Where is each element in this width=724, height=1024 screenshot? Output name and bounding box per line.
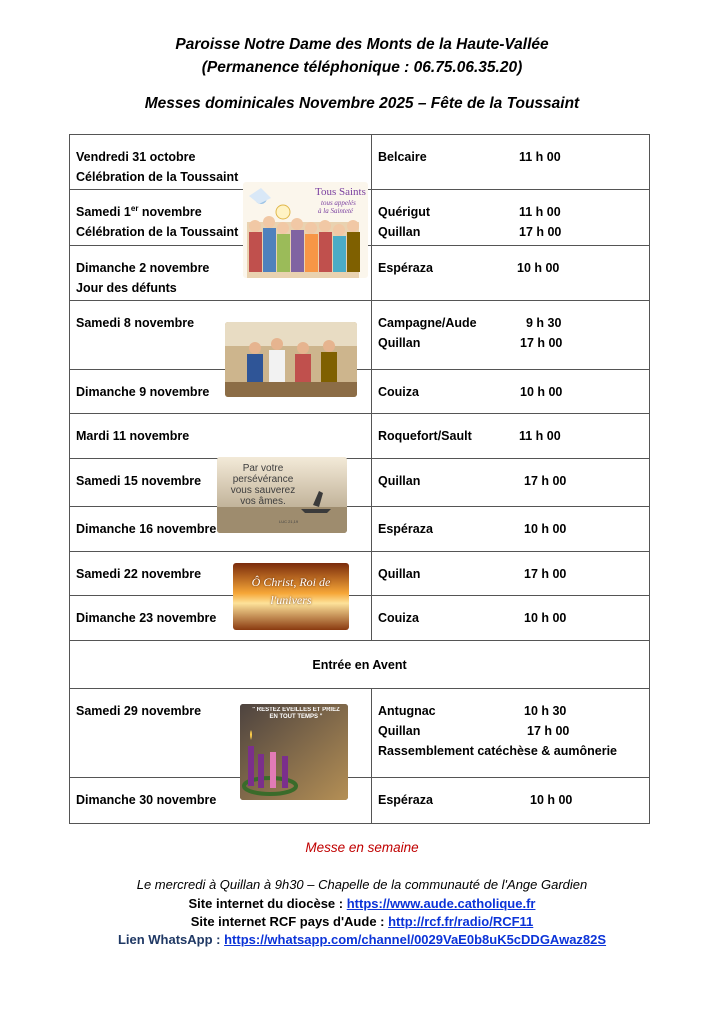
table-row — [70, 596, 650, 641]
table-row — [70, 414, 650, 459]
day-label: Samedi 29 novembre — [76, 704, 202, 718]
day-note: Célébration de la Toussaint — [76, 170, 239, 184]
extra-note: Rassemblement catéchèse & aumônerie — [378, 744, 617, 758]
avent-image — [240, 704, 348, 800]
avent-heading: Entrée en Avent — [312, 657, 407, 672]
place: Espéraza — [378, 522, 433, 536]
time: 10 h 30 — [524, 704, 567, 718]
time: 11 h 00 — [519, 150, 561, 164]
whatsapp-link[interactable]: https://whatsapp.com/channel/0029VaE0b8uK5cDDGAwaz82S — [224, 932, 607, 947]
day-label: Dimanche 16 novembre — [76, 522, 217, 536]
gospel-painting-image — [225, 322, 357, 397]
perseverance-image — [217, 457, 347, 533]
time: 11 h 00 — [519, 429, 561, 443]
diocese-label: Site internet du diocèse : — [188, 896, 347, 911]
day-label: Mardi 11 novembre — [76, 429, 190, 443]
diocese-website — [0, 896, 724, 911]
rcf-website — [0, 914, 724, 929]
day-label: Dimanche 9 novembre — [76, 385, 210, 399]
toussaint-image — [243, 182, 368, 278]
page-title: Messes dominicales Novembre 2025 – Fête de la Toussaint — [144, 95, 580, 112]
place: Quillan — [378, 567, 421, 581]
time: 17 h 00 — [524, 474, 567, 488]
christ-roi-text: Ô Christ, Roi de l'univers — [251, 575, 331, 607]
time: 17 h 00 — [524, 567, 567, 581]
day-label: Vendredi 31 octobre — [76, 150, 196, 164]
diocese-link[interactable]: https://www.aude.catholique.fr — [346, 896, 536, 911]
time: 11 h 00 — [519, 205, 561, 219]
christ-roi-image — [233, 563, 349, 630]
toussaint-title: Tous Saints — [315, 186, 366, 198]
time: 17 h 00 — [520, 336, 563, 350]
place: Couiza — [378, 611, 419, 625]
toussaint-sub1: tous appelés — [321, 199, 356, 207]
rcf-link[interactable]: http://rcf.fr/radio/RCF11 — [388, 914, 534, 929]
day-label: Samedi 22 novembre — [76, 567, 202, 581]
table-row — [70, 641, 650, 689]
place: Antugnac — [378, 704, 436, 718]
toussaint-sub2: à la Sainteté — [318, 207, 353, 215]
parish-title: Paroisse Notre Dame des Monts de la Haute-Vallée — [175, 36, 549, 53]
place: Quillan — [378, 474, 421, 488]
day-label: Dimanche 2 novembre — [76, 261, 210, 275]
place: Quillan — [378, 724, 421, 738]
day-label: Samedi 15 novembre — [76, 474, 202, 488]
perseverance-quote: Par votre persévérance vous sauverez vos âmes. — [230, 463, 296, 507]
day-label: Dimanche 23 novembre — [76, 611, 217, 625]
avent-quote: " RESTEZ ÉVEILLÉS ET PRIEZ EN TOUT TEMPS " — [252, 707, 340, 720]
place: Couiza — [378, 385, 419, 399]
whatsapp-line — [0, 932, 724, 947]
rcf-label: Site internet RCF pays d'Aude : — [190, 914, 389, 929]
time: 10 h 00 — [524, 522, 567, 536]
time: 10 h 00 — [517, 261, 560, 275]
table-row — [70, 507, 650, 552]
day-note: Célébration de la Toussaint — [76, 225, 239, 239]
time: 10 h 00 — [520, 385, 563, 399]
time: 17 h 00 — [527, 724, 570, 738]
place: Campagne/Aude — [378, 316, 477, 330]
table-row — [70, 689, 650, 778]
day-label: Samedi 1er novembre — [76, 203, 202, 219]
place: Espéraza — [378, 261, 433, 275]
day-label: Dimanche 30 novembre — [76, 793, 217, 807]
table-row — [70, 459, 650, 507]
weekday-mass-title: Messe en semaine — [305, 840, 419, 855]
place: Quillan — [378, 225, 421, 239]
table-row — [70, 778, 650, 824]
day-label: Samedi 8 novembre — [76, 316, 195, 330]
place: Belcaire — [378, 150, 427, 164]
place: Roquefort/Sault — [378, 429, 472, 443]
weekday-mass-detail: Le mercredi à Quillan à 9h30 – Chapelle de la communauté de l'Ange Gardien — [136, 877, 588, 892]
whatsapp-label: Lien WhatsApp : — [117, 932, 225, 947]
phone-line: (Permanence téléphonique : 06.75.06.35.20) — [201, 59, 523, 76]
place: Quérigut — [378, 205, 431, 219]
time: 10 h 00 — [524, 611, 567, 625]
table-row — [70, 370, 650, 414]
time: 17 h 00 — [519, 225, 562, 239]
time: 10 h 00 — [530, 793, 573, 807]
table-row — [70, 301, 650, 370]
table-row — [70, 552, 650, 596]
place: Espéraza — [378, 793, 433, 807]
place: Quillan — [378, 336, 421, 350]
time: 9 h 30 — [526, 316, 562, 330]
day-note: Jour des défunts — [76, 281, 177, 295]
perseverance-ref: LUC 21,19 — [279, 519, 299, 524]
